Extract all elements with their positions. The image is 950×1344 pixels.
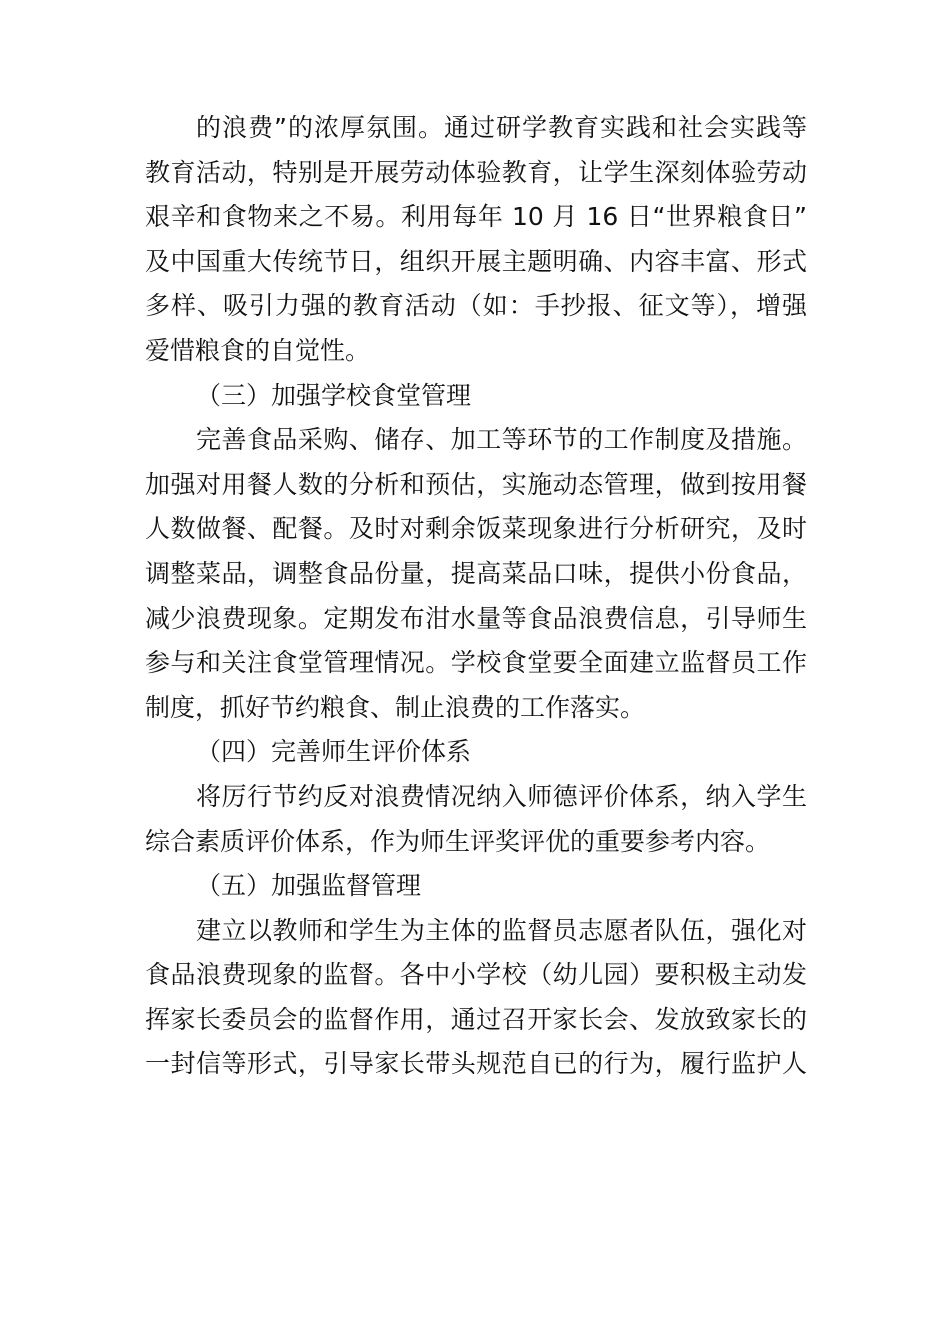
text-line: 综合素质评价体系，作为师生评奖评优的重要参考内容。 [145,826,771,856]
text-line: 挥家长委员会的监督作用，通过召开家长会、发放致家长的 [145,1004,807,1034]
section-heading: （三）加强学校食堂管理 [196,380,472,410]
text-line: 将厉行节约反对浪费情况纳入师德评价体系，纳入学生 [196,781,807,811]
text-line: 多样、吸引力强的教育活动（如：手抄报、征文等），增强 [145,291,807,321]
text-line: 建立以教师和学生为主体的监督员志愿者队伍，强化对 [196,915,807,945]
text-line: 艰辛和食物来之不易。利用每年 10 月 16 日“世界粮食日” [145,202,807,232]
section-heading: （四）完善师生评价体系 [196,737,472,767]
section-heading: （五）加强监督管理 [196,871,422,901]
text-line: 减少浪费现象。定期发布泔水量等食品浪费信息，引导师生 [145,603,807,633]
text-line: 的浪费”的浓厚氛围。通过研学教育实践和社会实践等 [196,113,807,142]
text-line: 爱惜粮食的自觉性。 [145,335,371,365]
document-body [145,106,807,1087]
text-line: 参与和关注食堂管理情况。学校食堂要全面建立监督员工作 [145,648,807,678]
text-line: 人数做餐、配餐。及时对剩余饭菜现象进行分析研究，及时 [145,514,807,544]
text-line: 教育活动，特别是开展劳动体验教育，让学生深刻体验劳动 [145,157,807,187]
text-line: 完善食品采购、储存、加工等环节的工作制度及措施。 [196,425,807,455]
text-line: 制度，抓好节约粮食、制止浪费的工作落实。 [145,692,646,722]
text-line: 及中国重大传统节日，组织开展主题明确、内容丰富、形式 [145,246,807,276]
text-line: 食品浪费现象的监督。各中小学校（幼儿园）要积极主动发 [145,960,807,990]
text-line: 一封信等形式，引导家长带头规范自已的行为，履行监护人 [145,1049,807,1079]
text-line: 加强对用餐人数的分析和预估，实施动态管理，做到按用餐 [145,469,807,499]
text-line: 调整菜品，调整食品份量，提高菜品口味，提供小份食品， [145,558,807,588]
